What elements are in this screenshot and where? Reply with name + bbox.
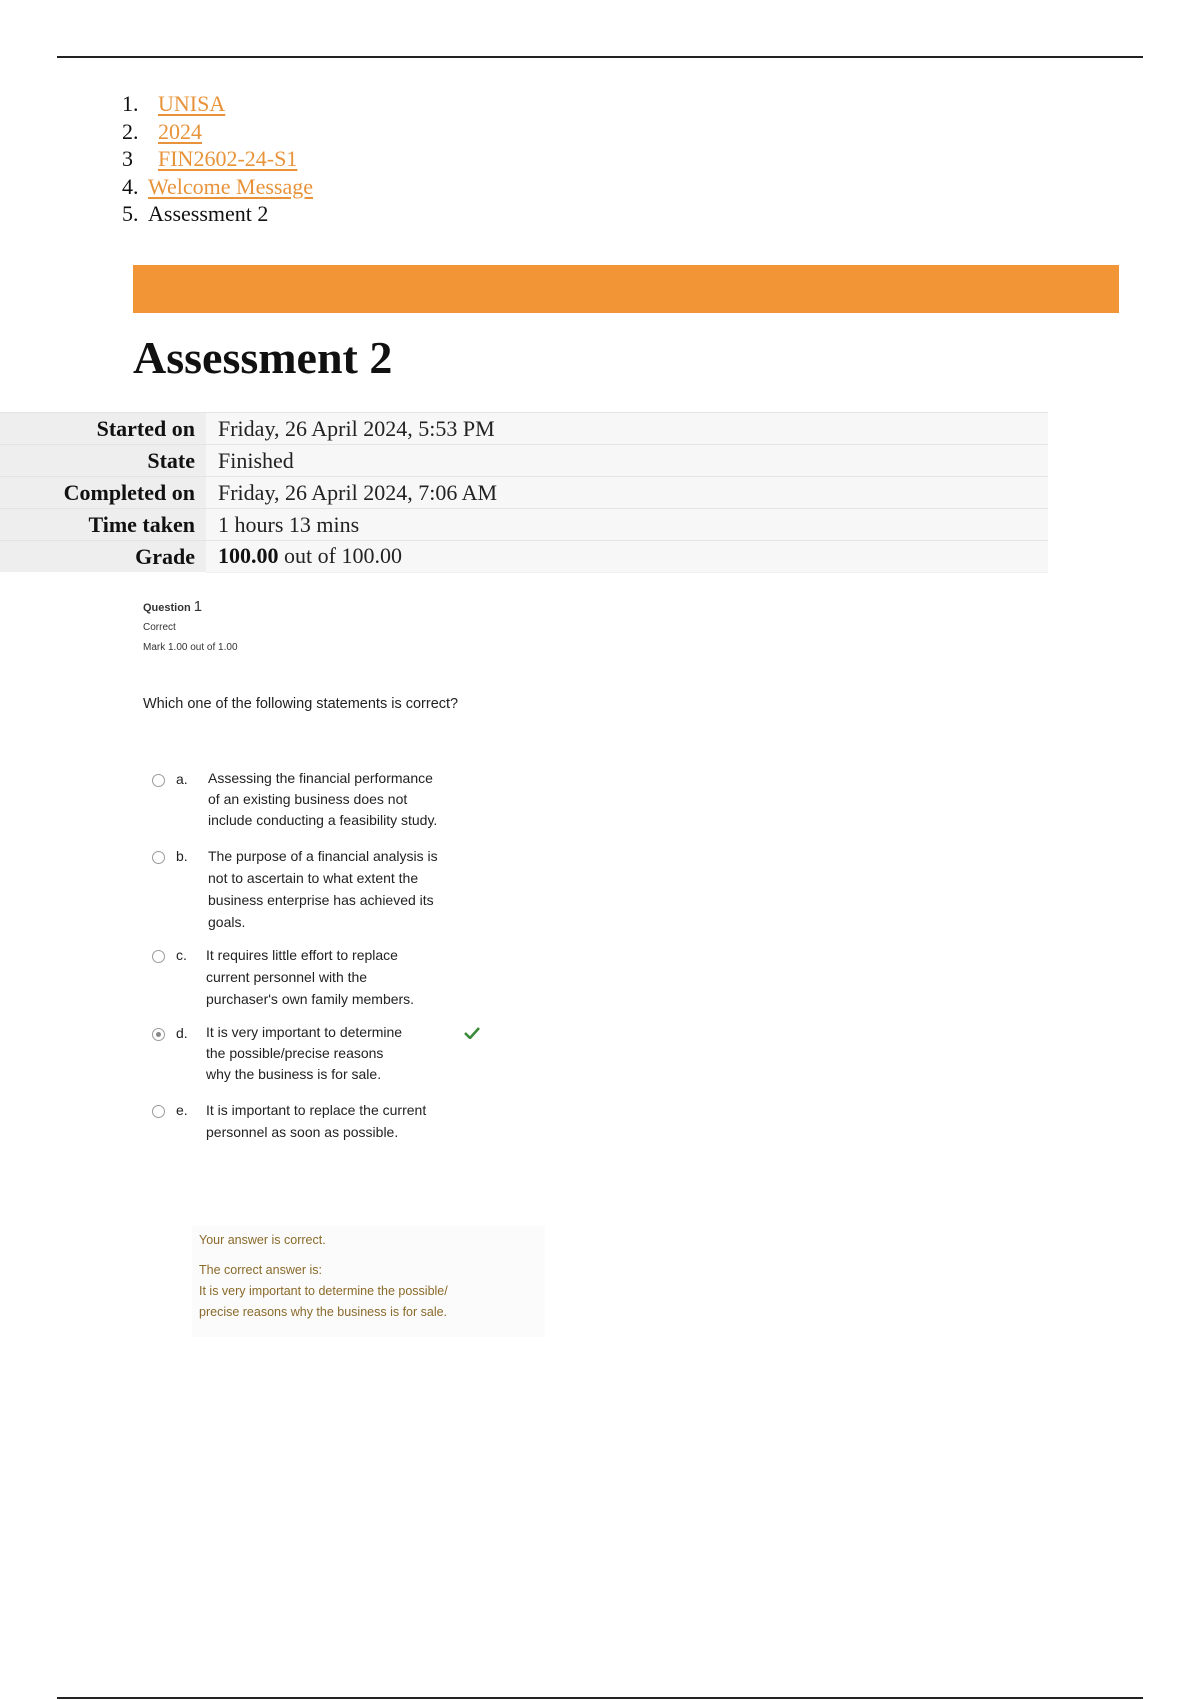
summary-row-completed <box>0 477 1048 509</box>
breadcrumb-link-course[interactable]: FIN2602-24-S1 <box>158 146 298 171</box>
feedback-correct-answer-line2: precise reasons why the business is for sale. <box>199 1305 448 1319</box>
grade-score: 100.00 <box>218 543 279 569</box>
breadcrumb-number: 3 <box>122 146 133 171</box>
summary-value: 1 hours 13 mins <box>206 509 1048 541</box>
breadcrumb-link-welcome-message[interactable]: Welcome Message <box>148 173 313 199</box>
page-title: Assessment 2 <box>133 332 393 383</box>
summary-value: Friday, 26 April 2024, 5:53 PM <box>206 413 1048 445</box>
option-text: Assessing the financial performance of an existing business does not include conducting a feasibility study. <box>208 770 438 828</box>
option-letter: e. <box>176 1102 188 1118</box>
summary-row-state <box>0 445 1048 477</box>
option-letter: b. <box>176 848 188 864</box>
breadcrumb <box>122 90 313 228</box>
question-mark: Mark 1.00 out of 1.00 <box>143 642 238 653</box>
check-icon <box>464 1027 480 1039</box>
summary-row-time-taken <box>0 509 1048 541</box>
question-info <box>143 598 238 653</box>
breadcrumb-item-current <box>122 200 313 228</box>
option-text: It is important to replace the current personnel as soon as possible. <box>206 1102 427 1140</box>
radio-button-selected[interactable] <box>152 1028 165 1041</box>
option-text-content: It is very important to determine the possible/precise reasons why the business is for sale. <box>206 1024 403 1082</box>
course-banner <box>133 265 1119 313</box>
summary-label: Time taken <box>0 509 206 541</box>
summary-value: Friday, 26 April 2024, 7:06 AM <box>206 477 1048 509</box>
option-text: The purpose of a financial analysis is not to ascertain to what extent the business enterprise has achieved its goals. <box>208 848 438 930</box>
feedback-correct-label: The correct answer is: <box>199 1263 322 1277</box>
question-text: Which one of the following statements is correct? <box>143 696 459 712</box>
breadcrumb-number: 2. <box>122 118 139 144</box>
radio-button[interactable] <box>152 1105 165 1118</box>
breadcrumb-number: 1. <box>122 91 139 116</box>
option-letter: c. <box>176 947 187 963</box>
question-feedback <box>192 1226 545 1337</box>
breadcrumb-item-course <box>122 145 313 173</box>
radio-button[interactable] <box>152 851 165 864</box>
question-label: Question <box>143 602 191 614</box>
summary-value: Finished <box>206 445 1048 477</box>
top-rule <box>57 56 1143 58</box>
summary-row-started <box>0 413 1048 445</box>
breadcrumb-current-page: Assessment 2 <box>148 201 269 226</box>
breadcrumb-link-year[interactable]: 2024 <box>158 118 202 144</box>
radio-button[interactable] <box>152 950 165 963</box>
option-text: It requires little effort to replace current personnel with the purchaser's own family members. <box>206 947 415 1007</box>
summary-label: State <box>0 445 206 477</box>
grade-value <box>206 541 1048 573</box>
summary-row-grade <box>0 541 1048 573</box>
option-letter: a. <box>176 771 188 787</box>
option-letter: d. <box>176 1025 188 1041</box>
attempt-summary-table <box>0 412 1048 573</box>
question-number-value: 1 <box>193 598 203 615</box>
feedback-correct-answer-line1: It is very important to determine the possible/ <box>199 1284 448 1298</box>
breadcrumb-link-unisa[interactable]: UNISA <box>158 91 226 116</box>
breadcrumb-item-welcome <box>122 173 313 201</box>
breadcrumb-number: 4. <box>122 173 139 199</box>
breadcrumb-item-year <box>122 118 313 146</box>
breadcrumb-number: 5. <box>122 201 139 226</box>
summary-label: Started on <box>0 413 206 445</box>
radio-button[interactable] <box>152 774 165 787</box>
grade-out-of: out of 100.00 <box>278 543 402 569</box>
question-number <box>143 598 238 615</box>
breadcrumb-item-unisa <box>122 90 313 118</box>
summary-label: Completed on <box>0 477 206 509</box>
question-state: Correct <box>143 622 176 633</box>
feedback-result: Your answer is correct. <box>199 1233 326 1247</box>
summary-label: Grade <box>0 541 206 573</box>
bottom-rule <box>57 1697 1143 1699</box>
